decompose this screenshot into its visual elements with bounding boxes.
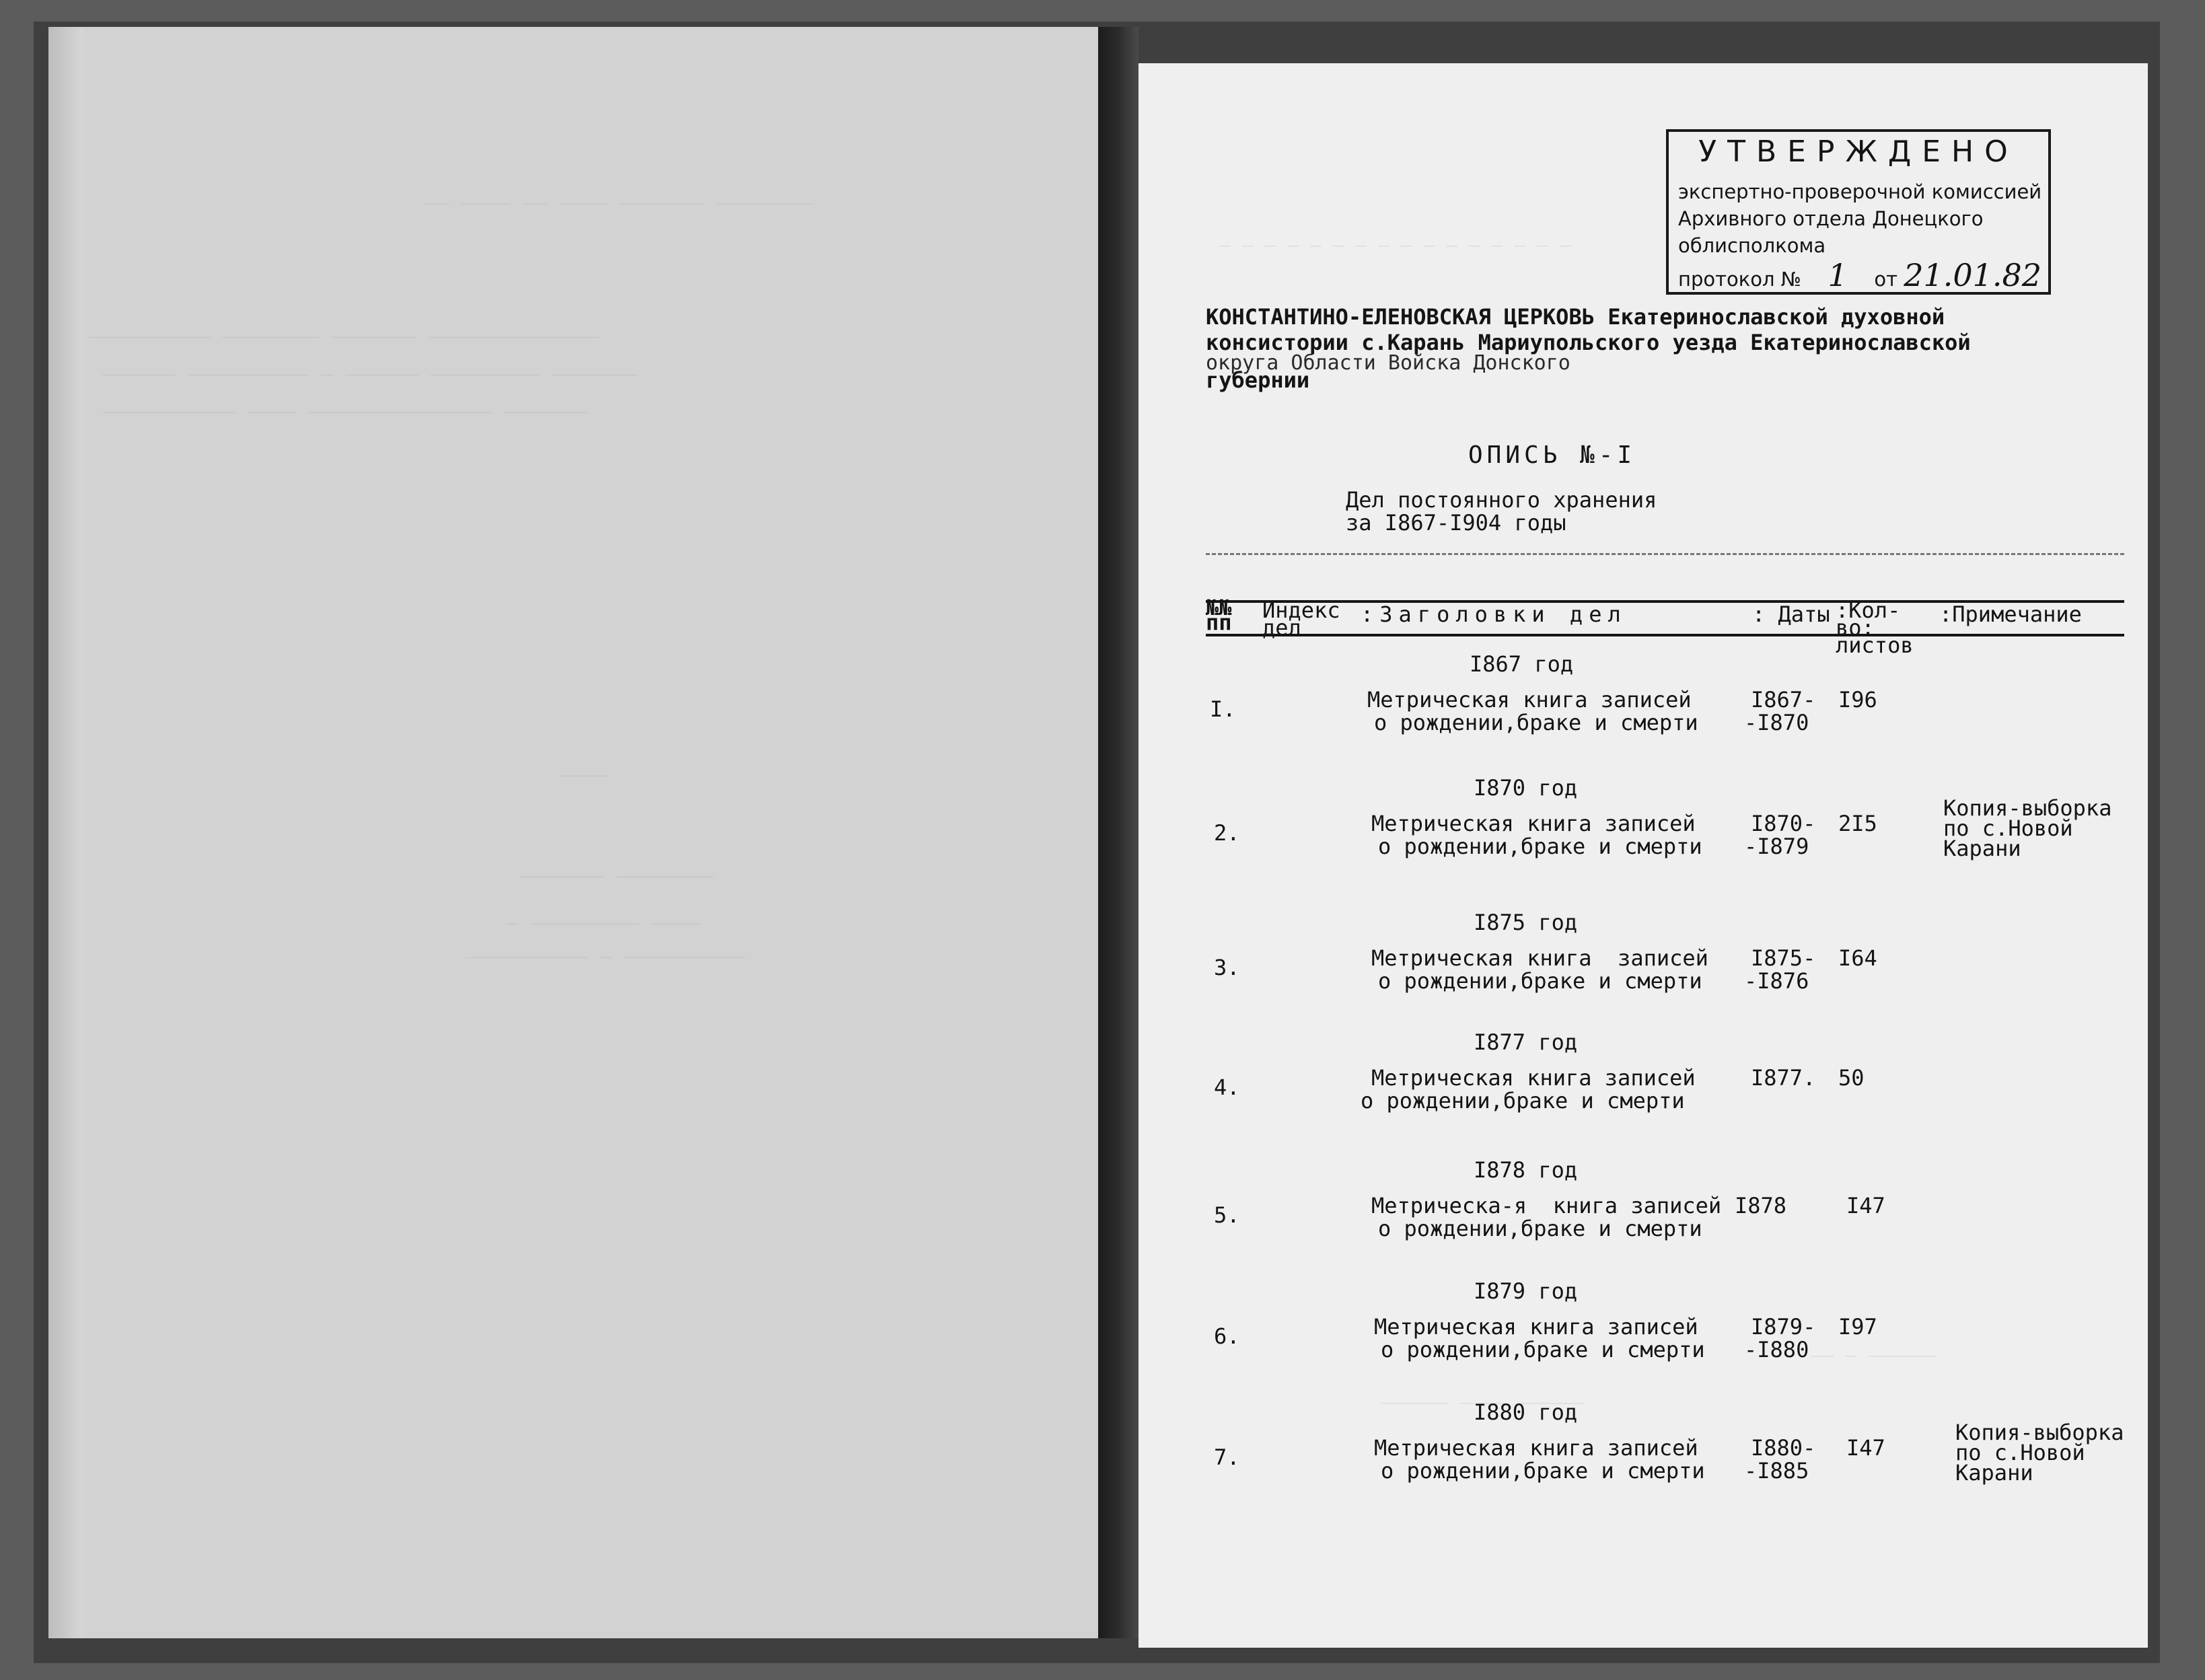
stamp-date-value: 21.01.82 xyxy=(1904,257,2042,293)
opis-subtitle-1: Дел постоянного хранения xyxy=(1346,487,1657,513)
row-dates-end: -I885 xyxy=(1744,1458,1809,1484)
row-dates-end: -I879 xyxy=(1744,834,1809,859)
row-title-line-2: о рождении,браке и смерти xyxy=(1361,1088,1685,1113)
row-title-line-1: Метрическая книга записей xyxy=(1371,811,1696,836)
row-note: Копия-выборка по с.Новой Карани xyxy=(1955,1420,2124,1486)
row-sheet-count: I47 xyxy=(1846,1193,1885,1218)
stamp-protocol-number: 1 xyxy=(1807,257,1868,295)
row-number: I. xyxy=(1210,696,1236,722)
col-header-num: №№ пп xyxy=(1206,595,1232,635)
bleed-through: _______ _________ ______ _ __________ ______ xyxy=(102,353,637,376)
stamp-date-label: от xyxy=(1874,268,1897,291)
bleed-through: _ _ _ _ _ _ _ _ _ _ _ _ _ _ _ _ xyxy=(1219,225,1571,247)
bleed-through: ______________ _______ ________ __________ xyxy=(89,315,600,338)
bleed-through: __________ _ __________ xyxy=(466,935,746,959)
approval-stamp xyxy=(1666,129,2051,295)
row-note: Копия-выборка по с.Новой Карани xyxy=(1943,795,2112,861)
year-heading: I880 год xyxy=(1474,1399,1578,1425)
row-title-line-2: о рождении,браке и смерти xyxy=(1378,834,1702,859)
row-title-line-1: Метрическа-я книга записей xyxy=(1371,1193,1722,1218)
col-header-sheets: :Кол-во: листов xyxy=(1836,597,1914,658)
row-sheet-count: I96 xyxy=(1838,687,1877,713)
row-title-line-2: о рождении,браке и смерти xyxy=(1378,1216,1702,1241)
row-number: 6. xyxy=(1214,1323,1240,1349)
year-heading: I870 год xyxy=(1474,775,1578,801)
col-header-index: Индекс дел xyxy=(1262,597,1340,641)
row-title-line-1: Метрическая книга записей xyxy=(1374,1314,1698,1340)
row-title-line-2: о рождении,браке и смерти xyxy=(1378,968,1702,994)
bleed-through: ________ _______ ____ __ ____ __ xyxy=(425,182,814,205)
stamp-line-3: облисполкома xyxy=(1678,234,1826,257)
row-dates-start: I878 xyxy=(1735,1193,1787,1218)
year-heading: I878 год xyxy=(1474,1157,1578,1183)
row-title-line-2: о рождении,браке и смерти xyxy=(1381,1458,1705,1484)
bleed-through: ________ _______ xyxy=(519,854,714,878)
opis-subtitle-2: за I867-I904 годы xyxy=(1346,510,1566,536)
left-page-edge xyxy=(48,27,83,1638)
row-sheet-count: 50 xyxy=(1838,1065,1865,1091)
row-title-line-2: о рождении,браке и смерти xyxy=(1381,1337,1705,1362)
row-number: 5. xyxy=(1214,1202,1240,1228)
row-dates-start: I879- xyxy=(1751,1314,1816,1340)
dashed-divider xyxy=(1206,553,2124,555)
stamp-protocol-label: протокол № xyxy=(1678,268,1801,291)
year-heading: I875 год xyxy=(1474,910,1578,935)
row-dates-end: -I880 xyxy=(1744,1337,1809,1362)
row-title-line-1: Метрическая книга записей xyxy=(1371,1065,1696,1091)
opis-title: ОПИСЬ №-I xyxy=(1468,441,1636,469)
row-dates-start: I875- xyxy=(1751,945,1816,971)
row-dates-end: -I870 xyxy=(1744,710,1809,735)
row-title-line-1: Метрическая книга записей xyxy=(1374,1435,1698,1461)
col-header-dates: : Даты xyxy=(1752,601,1830,627)
header-line-2: консистории с.Карань Мариупольского уезда Екатеринославской xyxy=(1206,330,1971,355)
header-line-3: губернии xyxy=(1206,367,1310,393)
row-dates-start: I867- xyxy=(1751,687,1816,713)
stamp-title: УТВЕРЖДЕНО xyxy=(1698,135,2019,169)
row-sheet-count: I64 xyxy=(1838,945,1877,971)
header-line-1: КОНСТАНТИНО-ЕЛЕНОВСКАЯ ЦЕРКОВЬ Екатеринославской духовной xyxy=(1206,304,1945,330)
left-page xyxy=(48,27,1098,1638)
row-dates-start: I880- xyxy=(1751,1435,1816,1461)
bleed-through: ____ _________ _ xyxy=(506,902,700,925)
row-number: 7. xyxy=(1214,1445,1240,1470)
row-title-line-1: Метрическая книга записей xyxy=(1367,687,1692,713)
stamp-protocol-line xyxy=(1678,257,2042,295)
row-sheet-count: I47 xyxy=(1846,1435,1885,1461)
row-dates-start: I870- xyxy=(1751,811,1816,836)
bleed-through: ____ xyxy=(560,754,609,777)
row-dates-end: -I876 xyxy=(1744,968,1809,994)
row-dates-start: I877. xyxy=(1751,1065,1816,1091)
bleed-through: ______ _ __ xyxy=(1811,1335,1937,1357)
col-header-note: :Примечание xyxy=(1939,601,2082,627)
row-title-line-2: о рождении,браке и смерти xyxy=(1374,710,1698,735)
row-title-line-1: Метрическая книга записей xyxy=(1371,945,1708,971)
row-sheet-count: I97 xyxy=(1838,1314,1877,1340)
year-heading: I879 год xyxy=(1474,1278,1578,1304)
row-sheet-count: 2I5 xyxy=(1838,811,1877,836)
row-number: 2. xyxy=(1214,820,1240,846)
bleed-through: ______ ____ ______ xyxy=(1381,1382,1585,1404)
col-header-title: :Заголовки дел xyxy=(1361,601,1627,627)
book-gutter xyxy=(1098,27,1138,1638)
header-overtyped-text: округа Области Войска Донского xyxy=(1206,351,1570,375)
table-header-rule xyxy=(1206,634,2124,636)
stamp-line-1: экспертно-проверочной комиссией xyxy=(1678,180,2042,203)
row-number: 3. xyxy=(1214,955,1240,980)
row-number: 4. xyxy=(1214,1074,1240,1100)
stamp-line-2: Архивного отдела Донецкого xyxy=(1678,207,1984,230)
year-heading: I867 год xyxy=(1470,651,1574,677)
right-page xyxy=(1138,63,2148,1648)
bleed-through: _______ _______________ ____ ___________ xyxy=(102,390,589,414)
year-heading: I877 год xyxy=(1474,1029,1578,1055)
